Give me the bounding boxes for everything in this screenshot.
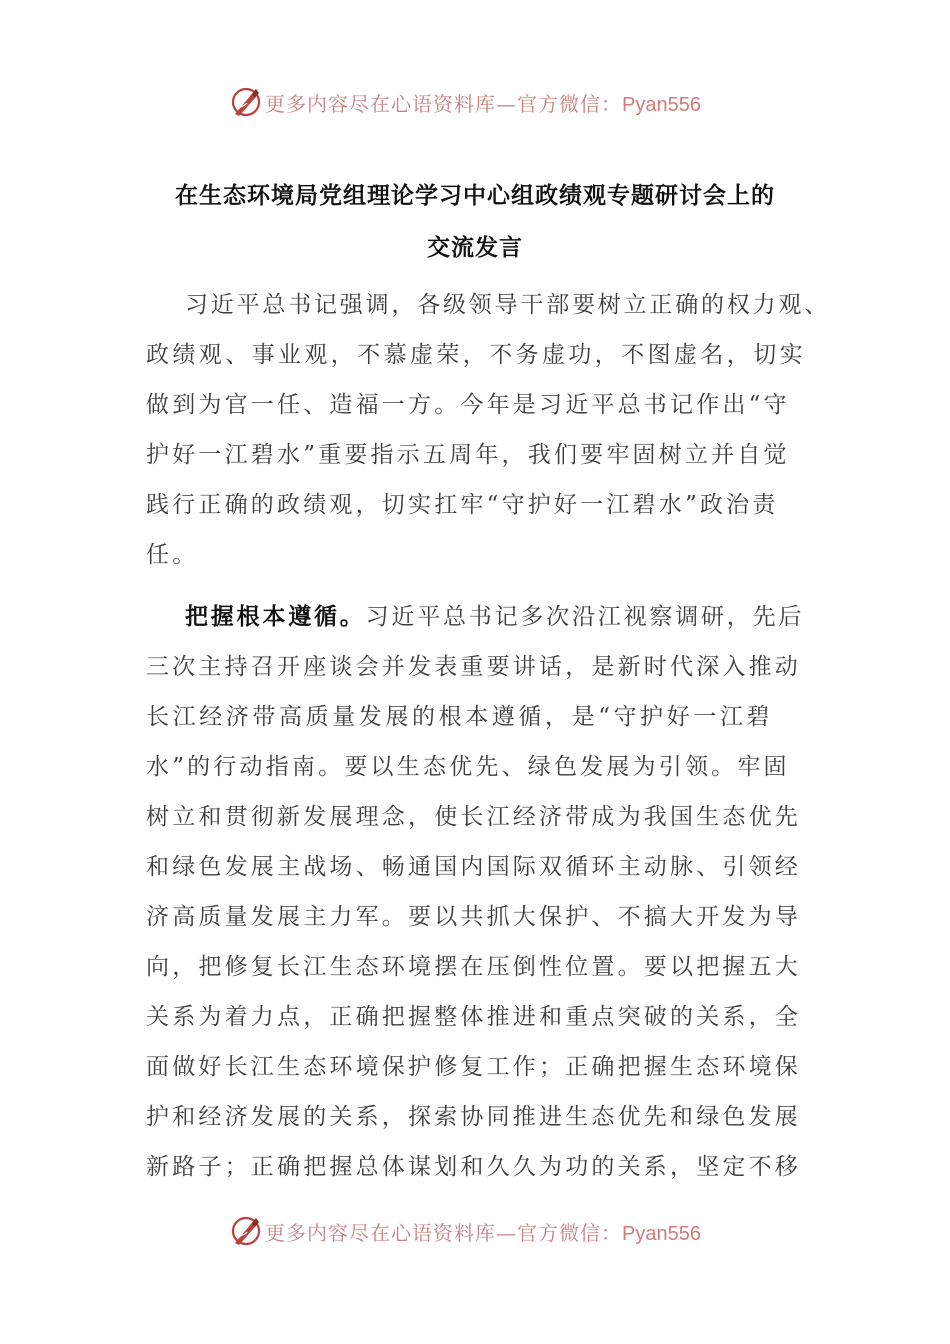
paragraph-1 bbox=[146, 280, 846, 580]
text-line: 长江经济带高质量发展的根本遵循，是“守护好一江碧 bbox=[146, 704, 774, 730]
banner-wechat-id: Pyan556 bbox=[622, 93, 701, 116]
header-banner bbox=[0, 82, 950, 122]
text-line: 三次主持召开座谈会并发表重要讲话，是新时代深入推动 bbox=[146, 654, 801, 680]
text-line: 水”的行动指南。要以生态优先、绿色发展为引领。牢固 bbox=[146, 754, 790, 780]
pen-nib-icon bbox=[229, 1214, 263, 1248]
banner-wechat-id: Pyan556 bbox=[622, 1222, 701, 1245]
banner-chinese-text: 更多内容尽在心语资料库—官方微信： bbox=[265, 91, 623, 116]
document-title-line-1: 在生态环境局党组理论学习中心组政绩观专题研讨会上的 bbox=[175, 183, 775, 209]
text-line: 政绩观、事业观，不慕虚荣，不务虚功，不图虚名，切实 bbox=[146, 342, 806, 368]
text-line: 护好一江碧水”重要指示五周年，我们要牢固树立并自觉 bbox=[146, 442, 790, 468]
banner-text bbox=[265, 1217, 701, 1246]
text-line: 济高质量发展主力军。要以共抓大保护、不搞大开发为导 bbox=[146, 904, 801, 930]
document-title-line-2: 交流发言 bbox=[427, 235, 523, 261]
text-line: 关系为着力点，正确把握整体推进和重点突破的关系，全 bbox=[146, 1004, 801, 1030]
text-line: 向，把修复长江生态环境摆在压倒性位置。要以把握五大 bbox=[146, 954, 801, 980]
text-line: 做到为官一任、造福一方。今年是习近平总书记作出“守 bbox=[146, 392, 790, 418]
text-line: 护和经济发展的关系，探索协同推进生态优先和绿色发展 bbox=[146, 1104, 801, 1130]
text-line bbox=[146, 592, 846, 642]
footer-banner bbox=[0, 1211, 950, 1251]
pen-nib-icon bbox=[229, 85, 263, 119]
banner-text bbox=[265, 88, 701, 117]
text-line: 面做好长江生态环境保护修复工作；正确把握生态环境保 bbox=[146, 1054, 801, 1080]
text-line: 树立和贯彻新发展理念，使长江经济带成为我国生态优先 bbox=[146, 804, 801, 830]
text-line: 践行正确的政绩观，切实扛牢“守护好一江碧水”政治责 bbox=[146, 492, 779, 518]
text-line: 新路子；正确把握总体谋划和久久为功的关系，坚定不移 bbox=[146, 1154, 801, 1180]
text-line: 习近平总书记强调，各级领导干部要树立正确的权力观、 bbox=[185, 292, 830, 318]
banner-chinese-text: 更多内容尽在心语资料库—官方微信： bbox=[265, 1220, 623, 1245]
paragraph-lead-heading: 把握根本遵循。 bbox=[185, 604, 366, 630]
text-line: 任。 bbox=[146, 542, 199, 568]
text-line: 和绿色发展主战场、畅通国内国际双循环主动脉、引领经 bbox=[146, 854, 801, 880]
lead-line-rest: 习近平总书记多次沿江视察调研，先后 bbox=[365, 604, 805, 630]
paragraph-2 bbox=[146, 592, 846, 1192]
